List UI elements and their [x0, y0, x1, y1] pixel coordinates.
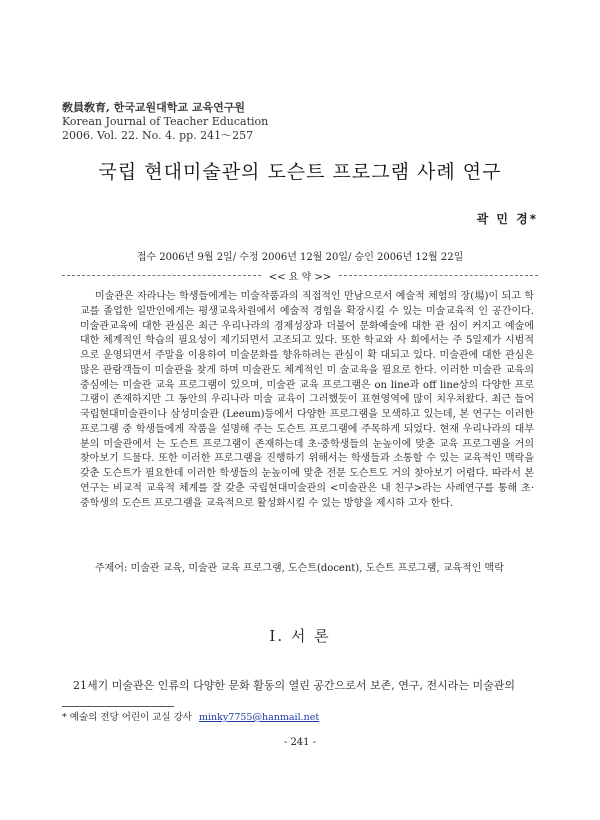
footnote-divider: [62, 706, 174, 707]
paper-title: 국립 현대미술관의 도슨트 프로그램 사례 연구: [98, 161, 502, 183]
author-name: 곽 민 경*: [476, 212, 538, 226]
keywords: 주제어: 미술관 교육, 미술관 교육 프로그램, 도슨트(docent), 도슨트 프로그램, 교육적인 맥락: [95, 563, 504, 574]
abstract-rule-right: [339, 275, 538, 276]
footnote-text: * 예술의 전당 어린이 교실 강사: [62, 712, 192, 723]
footnote: [62, 709, 319, 723]
journal-citation: 2006. Vol. 22. No. 4. pp. 241～257: [62, 129, 254, 142]
footnote-email-link[interactable]: minky7755@hanmail.net: [199, 712, 320, 723]
abstract-text: 미술관은 자라나는 학생들에게는 미술작품과의 직접적인 만남으로서 예술적 체험의 장(場)이 되고 학교를 졸업한 일반인에게는 평생교육차원에서 예술적 경험을 확장시킬 수 있는 미술교육적 인 공간이다. 미술관교육에 대한 관심은 최근 우리나라의 경제성장과 더불어 문화예술에 대한 관 심이 커지고 예술에 대한 체계적인 학습의 필요성이 제기되면서 고조되고 있다. 또한 학교와 사 회에서는 주 5일제가 시범적으로 운영되면서 주말을 이용하여 미술문화를 향유하려는 관심이 확 대되고 있다. 미술관에 대한 관심은 많은 관람객들이 미술관을 찾게 하며 미술관도 체계적인 미 술교육을 필요로 한다. 이러한 미술관 교육의 중심에는 미술관 교육 프로그램이 있으며, 미술관 교육 프로그램은 on line과 off line상의 다양한 프로그램이 존재하지만 그 동안의 우리나라 미술 교육이 그러했듯이 표현영역에 많이 치우쳐왔다. 최근 들어 국립현대미술관이나 삼성미술관 (Leeum)등에서 다양한 프로그램을 모색하고 있는데, 본 연구는 이러한 프로그램 중 학생들에게 작품을 설명해 주는 도슨트 프로그램에 주목하게 되었다. 현재 우리나라의 대부분의 미술관에서 는 도슨트 프로그램이 존재하는데 초·중학생들의 눈높이에 맞춘 교육 프로그램을 거의 찾아보기 드물다. 또한 이러한 프로그램을 진행하기 위해서는 학생들과 소통할 수 있는 교육적인 맥락을 갖춘 도슨트가 필요한데 이러한 학생들의 눈높이에 맞춘 전문 도슨트도 거의 찾아보기 어렵다. 따라서 본 연구는 비교적 교육적 체계를 잘 갖춘 국립현대미술관의 <미술관은 내 친구>라는 사례연구를 통해 초·중학생의 도슨트 프로그램을 교육적으로 활성화시킬 수 있는 방향을 제시하 고자 한다.: [80, 291, 534, 509]
section-heading: Ⅰ. 서 론: [269, 627, 331, 645]
journal-english-name: Korean Journal of Teacher Education: [62, 115, 269, 128]
journal-info: [62, 101, 268, 143]
abstract-heading-label: << 요 약 >>: [268, 271, 332, 283]
submission-dates: 접수 2006년 9월 2일/ 수정 2006년 12월 20일/ 승인 2006년 12월 22일: [136, 252, 464, 263]
journal-name: 敎員敎育, 한국교원대학교 교육연구원: [62, 101, 245, 114]
body-text: 21세기 미술관은 인류의 다양한 문화 활동의 열린 공간으로서 보존, 연구, 전시라는 미술관의: [73, 679, 515, 692]
abstract-heading: [62, 268, 538, 282]
abstract-rule-left: [62, 275, 261, 276]
page-number: - 241 -: [283, 737, 317, 748]
